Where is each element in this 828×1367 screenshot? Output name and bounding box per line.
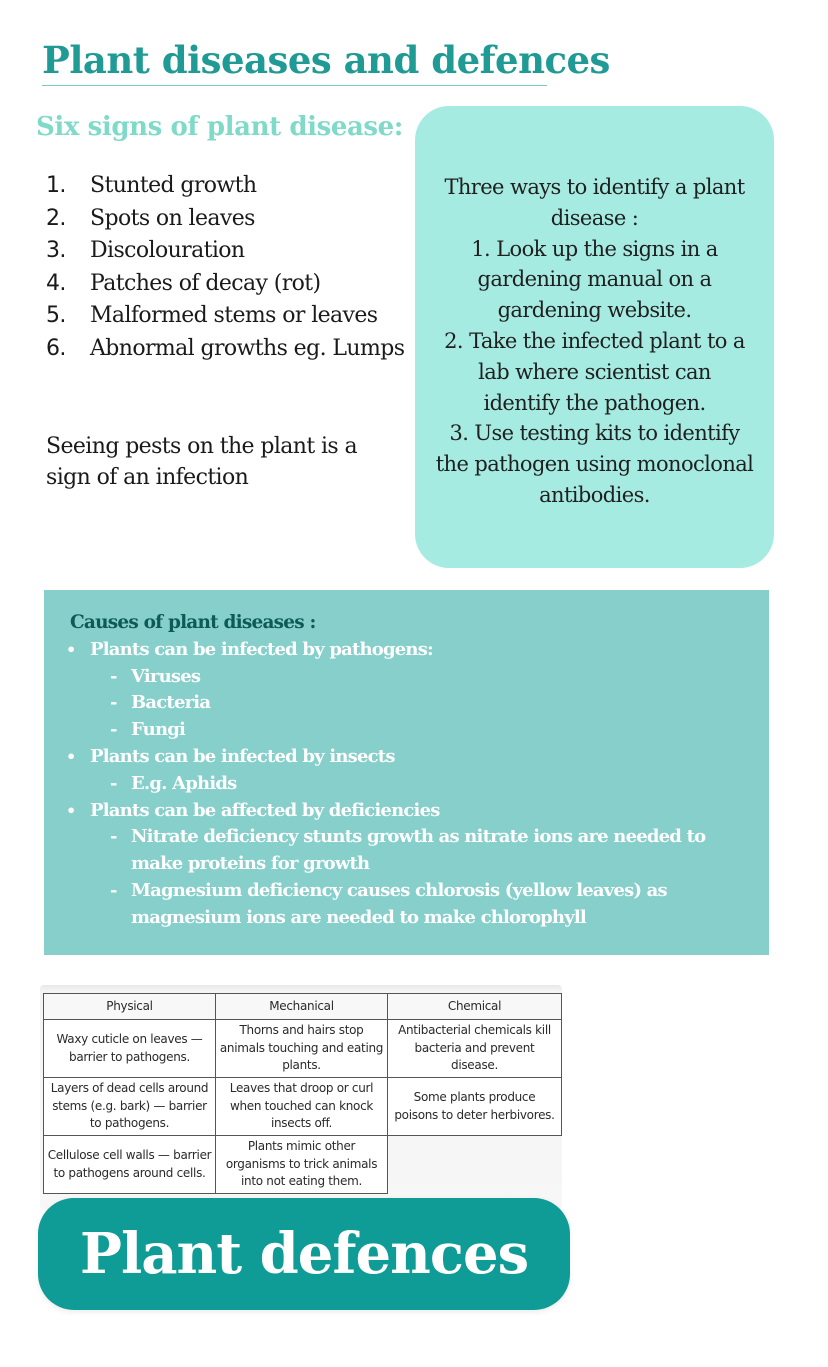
signs-list xyxy=(46,170,406,365)
causes-sub-item: - Viruses xyxy=(70,664,769,691)
causes-bullet: • Plants can be affected by deficiencies xyxy=(70,798,769,825)
list-number: 2. xyxy=(46,205,66,231)
causes-sub-item: - Nitrate deficiency stunts growth as nitrate ions are needed to make proteins for growth xyxy=(70,824,769,878)
list-text: Malformed stems or leaves xyxy=(90,303,378,328)
identify-line: gardening website. xyxy=(497,298,692,323)
plant-defences-banner xyxy=(38,1198,570,1310)
list-number: 5. xyxy=(46,303,66,328)
list-item xyxy=(46,203,406,236)
column-header-chemical: Chemical xyxy=(388,994,562,1020)
title-underline xyxy=(42,85,547,86)
defences-table-image xyxy=(40,985,562,1210)
table-cell: Some plants produce poisons to deter herbivores. xyxy=(388,1078,562,1136)
list-item xyxy=(46,235,406,268)
causes-bullet: • Plants can be infected by insects xyxy=(70,744,769,771)
causes-bullet: • Plants can be infected by pathogens: xyxy=(70,637,769,664)
list-text: Abnormal growths eg. Lumps xyxy=(90,335,405,361)
list-number: 6. xyxy=(46,335,66,361)
identify-line: antibodies. xyxy=(539,482,650,507)
list-item xyxy=(46,333,406,366)
list-text: Discolouration xyxy=(90,238,245,263)
causes-sub-item: - Bacteria xyxy=(70,690,769,717)
page-title: Plant diseases and defences xyxy=(42,38,610,82)
defences-table xyxy=(43,993,562,1194)
list-text: Patches of decay (rot) xyxy=(90,270,321,296)
identify-line: disease : xyxy=(550,205,639,230)
list-text: Spots on leaves xyxy=(90,205,255,231)
causes-sub-item: - E.g. Aphids xyxy=(70,771,769,798)
identify-line: lab where scientist can xyxy=(478,359,711,384)
causes-sub-item: - Magnesium deficiency causes chlorosis (yellow leaves) as magnesium ions are needed to make chlorophyll xyxy=(70,878,769,932)
list-item xyxy=(46,170,406,203)
list-item xyxy=(46,268,406,301)
causes-title: Causes of plant diseases : xyxy=(70,612,316,633)
identify-card xyxy=(415,106,774,568)
table-row xyxy=(44,1136,562,1194)
list-item xyxy=(46,300,406,333)
list-number: 4. xyxy=(46,270,66,296)
table-cell: Layers of dead cells around stems (e.g. bark) — barrier to pathogens. xyxy=(44,1078,216,1136)
table-row xyxy=(44,1078,562,1136)
table-header-row xyxy=(44,994,562,1020)
identify-line: 1. Look up the signs in a xyxy=(471,236,718,261)
signs-heading: Six signs of plant disease: xyxy=(36,112,403,142)
table-cell: Antibacterial chemicals kill bacteria and prevent disease. xyxy=(388,1020,562,1078)
table-cell-empty xyxy=(388,1136,562,1194)
table-cell: Plants mimic other organisms to trick animals into not eating them. xyxy=(216,1136,388,1194)
causes-sub-item: - Fungi xyxy=(70,717,769,744)
pests-note: Seeing pests on the plant is a sign of an infection xyxy=(46,434,358,490)
table-row xyxy=(44,1020,562,1078)
table-cell: Leaves that droop or curl when touched can knock insects off. xyxy=(216,1078,388,1136)
table-cell: Thorns and hairs stop animals touching and eating plants. xyxy=(216,1020,388,1078)
table-cell: Cellulose cell walls — barrier to pathogens around cells. xyxy=(44,1136,216,1194)
column-header-physical: Physical xyxy=(44,994,216,1020)
table-cell: Waxy cuticle on leaves — barrier to pathogens. xyxy=(44,1020,216,1078)
list-number: 1. xyxy=(46,173,66,198)
identify-line: identify the pathogen. xyxy=(483,390,706,415)
causes-panel xyxy=(44,590,769,955)
identify-line: 3. Use testing kits to identify xyxy=(449,421,740,446)
identify-line: 2. Take the infected plant to a xyxy=(444,328,745,353)
identify-line: gardening manual on a xyxy=(477,267,712,292)
banner-title: Plant defences xyxy=(79,1221,529,1287)
list-number: 3. xyxy=(46,238,66,263)
list-text: Stunted growth xyxy=(90,173,257,198)
column-header-mechanical: Mechanical xyxy=(216,994,388,1020)
identify-line: Three ways to identify a plant xyxy=(444,175,745,199)
identify-line: the pathogen using monoclonal xyxy=(435,452,754,477)
